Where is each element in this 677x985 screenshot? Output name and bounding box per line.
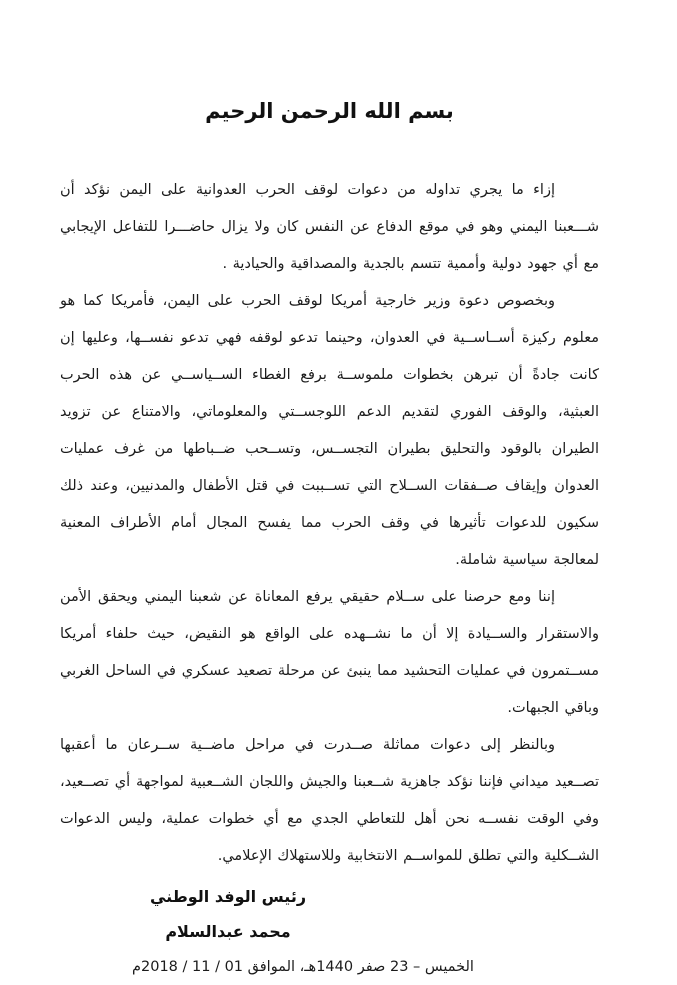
document-date: الخميس – 23 صفر 1440هـ، الموافق 01 / 11 / 2018م [132, 959, 474, 975]
paragraph-peace-stance: إننا ومع حرصنا على ســلام حقيقي يرفع المعاناة عن شعبنا اليمني ويحقق الأمن والاستقرار والســيادة إلا أن ما نشــهده على الواقع هو النقيض، حيث حلفاء أمريكا مســتمرون في عمليات التحشيد مما ينبئ عن مرحلة تصعيد عسكري في الساحل الغربي وباقي الجبهات. [60, 589, 599, 716]
signatory-title: رئيس الوفد الوطني [149, 887, 307, 906]
paragraph-readiness: وبالنظر إلى دعوات مماثلة صــدرت في مراحل ماضــية ســرعان ما أعقبها تصــعيد ميداني فإننا نؤكد جاهزية شــعبنا والجيش واللجان الشــعبية لمواجهة أي تصــعيد، وفي الوقت نفســه نحن أهل للتعاطي الجدي مع أي خطوات عملية، وليس الدعوات الشــكلية والتي تطلق للمواســم الانتخابية وللاستهلاك الإعلامي. [60, 737, 599, 864]
basmala-heading: بسم الله الرحمن الرحيم [205, 99, 454, 123]
signature-block [69, 879, 387, 949]
paragraph-intro: إزاء ما يجري تداوله من دعوات لوقف الحرب العدوانية على اليمن نؤكد أن شـــعبنا اليمني وهو في موقع الدفاع عن النفس كان ولا يزال حاضـــرا للتفاعل الإيجابي مع أي جهود دولية وأممية تتسم بالجدية والمصداقية والحيادية . [60, 182, 599, 272]
paragraph-us-call: وبخصوص دعوة وزير خارجية أمريكا لوقف الحرب على اليمن، فأمريكا كما هو معلوم ركيزة أســاســية في العدوان، وحينما تدعو لوقفه فهي تدعو نفســها، وعليها إن كانت جادةً أن تبرهن بخطوات ملموســة برفع الغطاء الســياســي عن هذه الحرب العبثية، والوقف الفوري لتقديم الدعم اللوجســتي والمعلوماتي، والامتناع عن تزويد الطيران بالوقود والتحليق بطيران التجســس، وتســحب ضــباطها من غرف عمليات العدوان وإيقاف صــفقات الســلاح التي تســببت في قتل الأطفال والمدنيين، وعند ذلك سكيون للدعوات تأثيرها في وقف الحرب مما يفسح المجال أمام الأطراف المعنية لمعالجة سياسية شاملة. [60, 293, 599, 568]
signatory-name: محمد عبدالسلام [165, 922, 291, 941]
